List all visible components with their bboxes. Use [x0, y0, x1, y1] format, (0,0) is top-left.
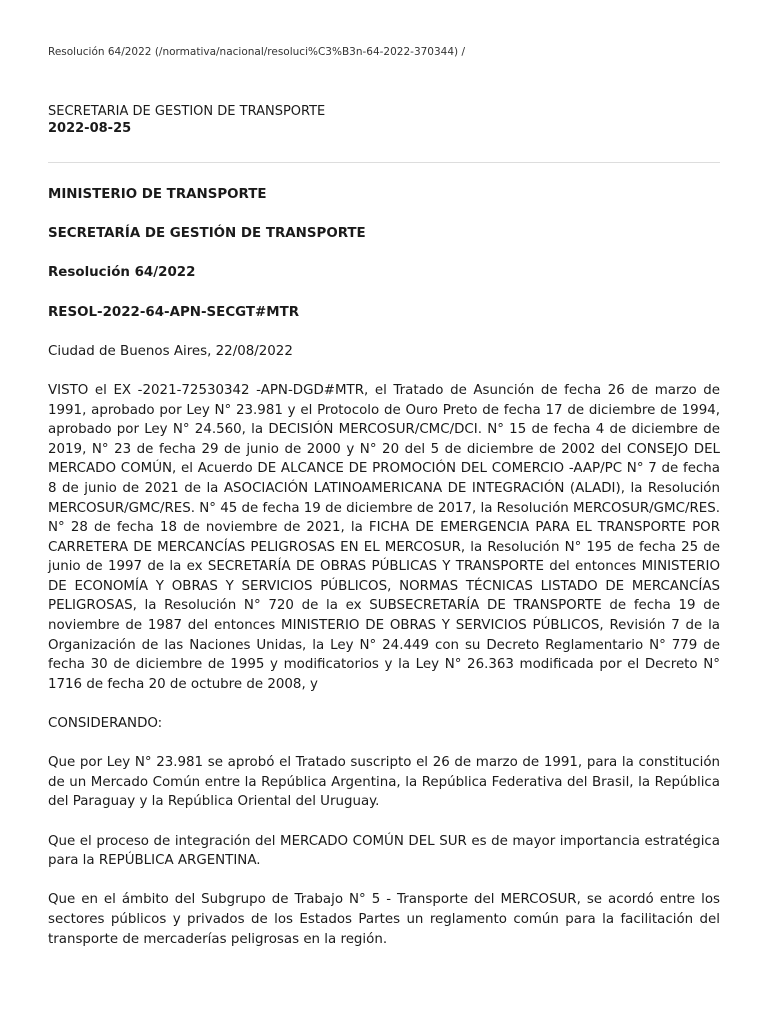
visto-paragraph: VISTO el EX -2021-72530342 -APN-DGD#MTR, el Tratado de Asunción de fecha 26 de marzo de 1991, aprobado por Ley N° 23.981 y el Protocolo de Ouro Preto de fecha 17 de diciembre de 1994, aprobado por Ley N° 24.560, la DECISIÓN MERCOSUR/CMC/DCI. N° 15 de fecha 4 de diciembre de 2019, N° 23 de fecha 29 de junio de 2000 y N° 20 del 5 de diciembre de 2002 del CONSEJO DEL MERCADO COMÚN, el Acuerdo DE ALCANCE DE PROMOCIÓN DEL COMERCIO -AAP/PC N° 7 de fecha 8 de junio de 2021 de la ASOCIACIÓN LATINOAMERICANA DE INTEGRACIÓN (ALADI), la Resolución MERCOSUR/GMC/RES. N° 45 de fecha 19 de diciembre de 2017, la Resolución MERCOSUR/GMC/RES. N° 28 de fecha 18 de noviembre de 2021, la FICHA DE EMERGENCIA PARA EL TRANSPORTE POR CARRETERA DE MERCANCÍAS PELIGROSAS EN EL MERCOSUR, la Resolución N° 195 de fecha 25 de junio de 1997 de la ex SECRETARÍA DE OBRAS PÚBLICAS Y TRANSPORTE del entonces MINISTERIO DE ECONOMÍA Y OBRAS Y SERVICIOS PÚBLICOS, NORMAS TÉCNICAS LISTADO DE MERCANCÍAS PELIGROSAS, la Resolución N° 720 de la ex SUBSECRETARÍA DE TRANSPORTE de fecha 19 de noviembre de 1987 del entonces MINISTERIO DE OBRAS Y SERVICIOS PÚBLICOS, Revisión 7 de la Organización de las Naciones Unidas, la Ley N° 24.449 con su Decreto Reglamentario N° 779 de fecha 30 de diciembre de 1995 y modificatorios y la Ley N° 26.363 modificada por el Decreto N° 1716 de fecha 20 de octubre de 2008, y [48, 382, 720, 692]
considerando-paragraph-3: Que en el ámbito del Subgrupo de Trabajo N° 5 - Transporte del MERCOSUR, se acordó entre los sectores públicos y privados de los Estados Partes un reglamento común para la facilitación del transporte de mercaderías peligrosas en la región. [48, 892, 720, 947]
publication-date: 2022-08-25 [48, 121, 132, 136]
document-header [48, 103, 325, 137]
agency-name: SECRETARIA DE GESTION DE TRANSPORTE [48, 104, 326, 119]
secretariat-heading: SECRETARÍA DE GESTIÓN DE TRANSPORTE [48, 226, 366, 242]
resolution-code: RESOL-2022-64-APN-SECGT#MTR [48, 304, 300, 320]
breadcrumb[interactable] [48, 46, 465, 58]
document-body [48, 185, 720, 949]
considerando-heading: CONSIDERANDO: [48, 716, 163, 732]
breadcrumb-text[interactable]: Resolución 64/2022 (/normativa/nacional/resoluci%C3%B3n-64-2022-370344) / [48, 46, 466, 58]
place-date: Ciudad de Buenos Aires, 22/08/2022 [48, 343, 293, 359]
header-divider [48, 162, 720, 163]
ministry-heading: MINISTERIO DE TRANSPORTE [48, 187, 267, 202]
resolution-title: Resolución 64/2022 [48, 265, 196, 281]
considerando-paragraph-1: Que por Ley N° 23.981 se aprobó el Tratado suscripto el 26 de marzo de 1991, para la constitución de un Mercado Común entre la República Argentina, la República Federativa del Brasil, la República del Paraguay y la República Oriental del Uruguay. [48, 755, 720, 810]
considerando-paragraph-2: Que el proceso de integración del MERCADO COMÚN DEL SUR es de mayor importancia estratégica para la REPÚBLICA ARGENTINA. [48, 833, 720, 869]
